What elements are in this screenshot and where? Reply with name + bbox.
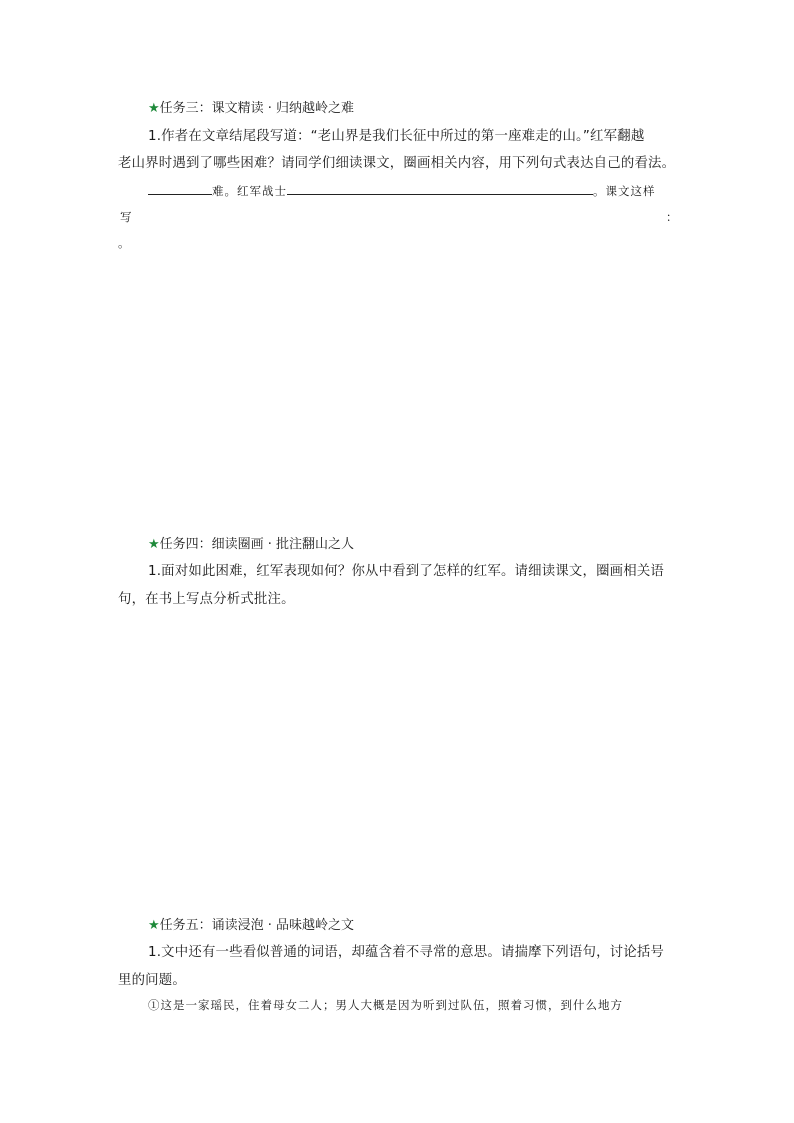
task3-fill-period: 。	[118, 236, 131, 250]
fill-text-nan: 难。红军战士	[212, 184, 287, 198]
star-icon: ★	[148, 101, 160, 116]
task5-title: 任务五：诵读浸泡 · 品味越岭之文	[159, 918, 355, 933]
task3-question-line2: 老山界时遇到了哪些困难？请同学们细读课文，圈画相关内容，用下列句式表达自己的看法。	[118, 156, 676, 171]
task4-question-line1: 1.面对如此困难，红军表现如何？你从中看到了怎样的红军。请细读课文，圈画相关语	[148, 564, 665, 579]
task5-question-line2: 里的问题。	[118, 973, 186, 988]
star-icon: ★	[148, 918, 160, 933]
star-icon: ★	[148, 537, 160, 552]
answer-blank-2[interactable]	[287, 182, 593, 195]
task3-heading	[148, 97, 354, 116]
task3-fill-xie: 写	[120, 210, 133, 224]
task5-quote1: ①这是一家瑶民，住着母女二人；男人大概是因为听到过队伍，照着习惯，到什么地方	[148, 998, 623, 1012]
task3-fill-line	[148, 182, 656, 199]
answer-blank-1[interactable]	[148, 182, 212, 195]
task5-heading	[148, 914, 354, 933]
task4-question-line2: 句，在书上写点分析式批注。	[118, 592, 295, 607]
task3-title: 任务三：课文精读 · 归纳越岭之难	[159, 101, 355, 116]
task5-question-line1: 1.文中还有一些看似普通的词语，却蕴含着不寻常的意思。请揣摩下列语句，讨论括号	[148, 945, 665, 960]
fill-text-kewen: 。课文这样	[593, 184, 656, 198]
task3-question-line1: 1.作者在文章结尾段写道：“老山界是我们长征中所过的第一座难走的山。”红军翻越	[148, 129, 645, 144]
task4-title: 任务四：细读圈画 · 批注翻山之人	[159, 537, 355, 552]
task4-heading	[148, 533, 354, 552]
task3-fill-colon: ：	[666, 210, 679, 224]
